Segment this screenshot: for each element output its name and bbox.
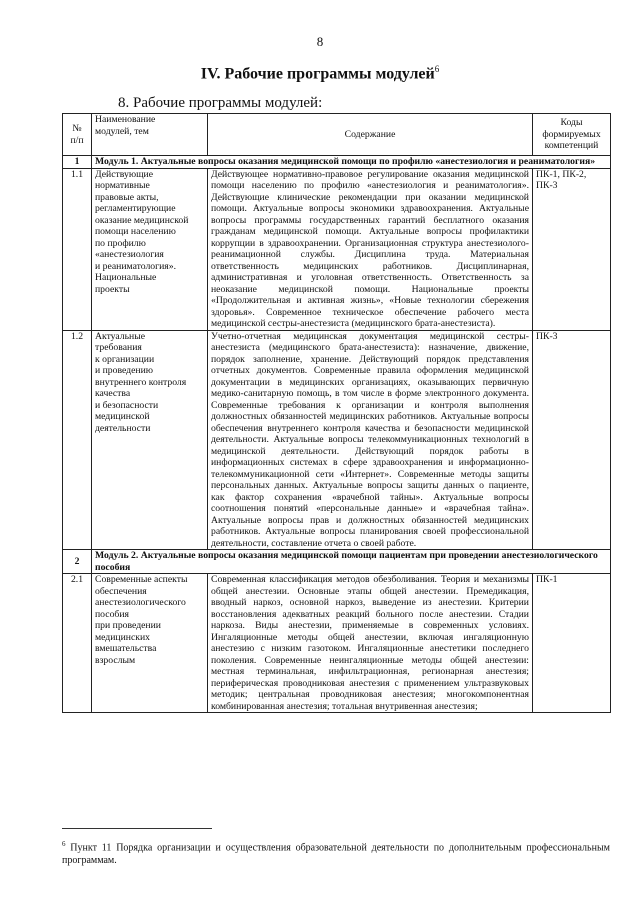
topic-number: 2.1 — [63, 574, 92, 713]
header-codes: Коды формируемых компетенций — [533, 114, 611, 156]
footnote — [62, 838, 610, 867]
title-text: IV. Рабочие программы модулей — [200, 65, 435, 83]
module-number: 2 — [63, 550, 92, 574]
page-number: 8 — [316, 34, 324, 49]
module-title: Модуль 2. Актуальные вопросы оказания медицинской помощи пациентам при проведении анестезиологического пособия — [92, 550, 611, 574]
module-row — [63, 550, 611, 574]
topic-content: Учетно-отчетная медицинская документация медицинской сестры-анестезиста (медицинского брата-анестезиста): назначение, движение, порядок заполнение, хранение. Действующий порядок представления отчетных документов. Современные правила оформления медицинской документации в медицинских организациях, оказывающих первичную медико-санитарную помощь, в том числе в форме электронного документа. Современные требования к организации и контроля выполнения должностных обязанностей медицинских работников. Актуальные вопросы обеспечения внутреннего контроля качества и безопасности медицинской деятельности. Актуальные вопросы телекоммуникационных технологий в медицинской деятельности. Действующий порядок работы в информационных системах в сфере здравоохранения и информационно-телекоммуникационной сети «Интернет». Современные методы защиты персональных данных. Актуальные вопросы защиты данных о пациенте, как фактор сохранения «врачебной тайны». Актуальные вопросы соотношения понятий «персональные данные» и «врачебная тайна». Актуальные вопросы прав и должностных обязанностей медицинских работников. Актуальные вопросы планирования своей профессиональной деятельности, составление отчета о своей работе. — [208, 330, 533, 550]
module-row — [63, 156, 611, 169]
header-content: Содержание — [208, 114, 533, 156]
table-row — [63, 574, 611, 713]
topic-codes: ПК-3 — [533, 330, 611, 550]
topic-name: Действующие нормативные правовые акты, регламентирующие оказание медицинской помощи населению по профилю «анестезиология и реаниматология». Национальные проекты — [92, 168, 208, 330]
header-name: Наименование модулей, тем — [92, 114, 208, 156]
topic-codes: ПК-1, ПК-2, ПК-3 — [533, 168, 611, 330]
header-num: № п/п — [63, 114, 92, 156]
footnote-separator — [62, 828, 212, 829]
module-number: 1 — [63, 156, 92, 169]
footnote-text: Пункт 11 Порядка организации и осуществления образовательной деятельности по дополнительным профессиональным программам. — [62, 842, 610, 867]
section-subtitle: 8. Рабочие программы модулей: — [118, 95, 323, 111]
module-title: Модуль 1. Актуальные вопросы оказания медицинской помощи по профилю «анестезиология и реаниматология» — [92, 156, 611, 169]
table-row — [63, 330, 611, 550]
topic-number: 1.2 — [63, 330, 92, 550]
topic-content: Современная классификация методов обезболивания. Теория и механизмы общей анестезии. Основные этапы общей анестезии. Премедикация, вводный наркоз, основной наркоз, выведение из анестезии. Критерии восстановления адекватных реакций больного после анестезии. Стадии наркоза. Виды анестезии, применяемые в современных условиях. Ингаляционные методы общей анестезии, включая ингаляционную анестезию с низким газотоком. Ингаляционные анестетики последнего поколения. Современные неингаляционные методы общей анестезии: местная терминальная, инфильтрационная, регионарная анестезия; периферическая проводниковая анестезия с применением ультразвуковых методик; центральная проводниковая анестезия; многокомпонентная комбинированная анестезия; тотальная внутривенная анестезия; — [208, 574, 533, 713]
topic-number: 1.1 — [63, 168, 92, 330]
topic-name: Современные аспекты обеспечения анестезиологического пособия при проведении медицинских вмешательства взрослым — [92, 574, 208, 713]
topic-content: Действующее нормативно-правовое регулирование оказания медицинской помощи населению по профилю «анестезиология и реаниматология». Действующие клинические рекомендации при оказании медицинской помощи. Актуальные вопросы экономики здравоохранения. Актуальные вопросы программы государственных гарантий бесплатного оказания гражданам медицинской помощи. Актуальные вопросы профилактики коррупции в здравоохранении. Организационная структура анестезиолого-реанимационной службы. Дисциплина труда. Материальная ответственность медицинских работников. Дисциплинарная, административная и уголовная ответственность. Ответственность за неоказание медицинской помощи. Национальные проекты «Продолжительная и активная жизнь», «Новые технологии сбережения здоровья». Современное техническое обеспечение рабочего места медицинской сестры-анестезиста (медицинского брата-анестезиста). — [208, 168, 533, 330]
title-footnote-mark: 6 — [434, 64, 440, 74]
topic-codes: ПК-1 — [533, 574, 611, 713]
table-row — [63, 168, 611, 330]
page-title — [0, 64, 640, 83]
footnote-mark: 6 — [62, 840, 66, 848]
table-header-row — [63, 114, 611, 156]
topic-name: Актуальные требования к организации и проведению внутреннего контроля качества и безопасности медицинской деятельности — [92, 330, 208, 550]
modules-table — [62, 113, 611, 713]
